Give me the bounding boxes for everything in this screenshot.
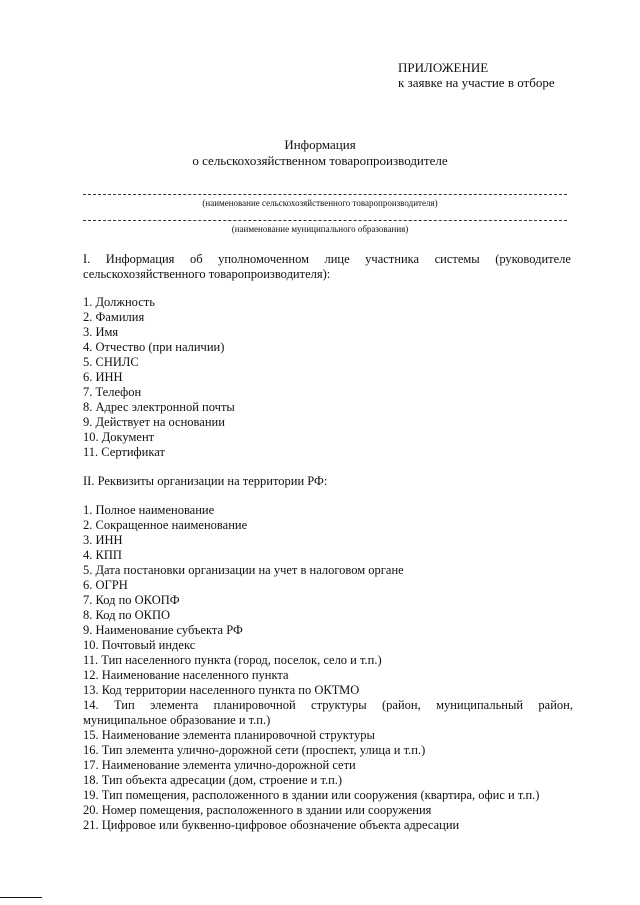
list-item: 5. СНИЛС (83, 355, 139, 369)
list-item: 16. Тип элемента улично-дорожной сети (проспект, улица и т.п.) (83, 743, 426, 757)
producer-name-line (83, 194, 567, 195)
list-item: 2. Фамилия (83, 310, 145, 324)
list-item: 3. ИНН (83, 533, 123, 547)
document-title-block (0, 137, 640, 169)
section-1-heading (83, 252, 571, 282)
heading-word: Информация (105, 252, 175, 266)
list-item: 17. Наименование элемента улично-дорожной сети (83, 758, 356, 772)
producer-name-caption: (наименование сельскохозяйственного товаропроизводителя) (202, 198, 438, 208)
list-item: 9. Действует на основании (83, 415, 225, 429)
list-item: 20. Номер помещения, расположенного в здании или сооружения (83, 803, 432, 817)
item-word: Тип (113, 698, 135, 712)
section-1-heading-line1 (83, 252, 571, 267)
list-item: 6. ИНН (83, 370, 123, 384)
section-1-list (83, 295, 573, 460)
section-2-heading: II. Реквизиты организации на территории РФ: (83, 474, 328, 488)
item-word: (район, (382, 698, 421, 712)
list-item: 11. Сертификат (83, 445, 165, 459)
municipality-name-line (83, 220, 567, 221)
item-word: 14. (83, 698, 99, 712)
item-word: элемента (150, 698, 199, 712)
list-item: 11. Тип населенного пункта (город, поселок, село и т.п.) (83, 653, 382, 667)
item-word: планировочной (213, 698, 296, 712)
list-item: 7. Телефон (83, 385, 142, 399)
list-item: 13. Код территории населенного пункта по ОКТМО (83, 683, 360, 697)
item-word: структуры (311, 698, 367, 712)
list-item: 1. Полное наименование (83, 503, 215, 517)
list-item: 18. Тип объекта адресации (дом, строение и т.п.) (83, 773, 343, 787)
heading-word: I. (83, 252, 91, 266)
list-item-14-line2: муниципальное образование и т.п.) (83, 713, 271, 727)
list-item: 10. Почтовый индекс (83, 638, 196, 652)
item-word: район, (538, 698, 573, 712)
list-item: 2. Сокращенное наименование (83, 518, 248, 532)
list-item: 7. Код по ОКОПФ (83, 593, 180, 607)
section-1-heading-line2: сельскохозяйственного товаропроизводителя): (83, 267, 331, 281)
list-item: 8. Адрес электронной почты (83, 400, 235, 414)
heading-word: (руководителе (495, 252, 571, 266)
list-item: 6. ОГРН (83, 578, 128, 592)
list-item: 12. Наименование населенного пункта (83, 668, 289, 682)
document-title: Информация (284, 137, 356, 152)
page-edge-mark (0, 897, 42, 898)
list-item: 1. Должность (83, 295, 155, 309)
appendix-header (398, 60, 555, 90)
list-item: 4. Отчество (при наличии) (83, 340, 225, 354)
list-item: 9. Наименование субъекта РФ (83, 623, 243, 637)
section-2-list (83, 503, 573, 833)
heading-word: уполномоченном (218, 252, 309, 266)
item-word: муниципальный (436, 698, 524, 712)
appendix-subtitle: к заявке на участие в отборе (398, 75, 555, 90)
list-item: 19. Тип помещения, расположенного в здании или сооружения (квартира, офис и т.п.) (83, 788, 540, 802)
heading-word: лице (324, 252, 350, 266)
list-item: 4. КПП (83, 548, 122, 562)
heading-word: участника (365, 252, 420, 266)
list-item: 10. Документ (83, 430, 155, 444)
list-item: 15. Наименование элемента планировочной структуры (83, 728, 375, 742)
list-item-14 (83, 698, 573, 728)
list-item-14-line1 (83, 698, 573, 713)
list-item: 3. Имя (83, 325, 119, 339)
heading-word: об (189, 252, 203, 266)
list-item: 5. Дата постановки организации на учет в налоговом органе (83, 563, 404, 577)
list-item: 21. Цифровое или буквенно-цифровое обозначение объекта адресации (83, 818, 460, 832)
municipality-name-caption: (наименование муниципального образования) (231, 224, 409, 234)
appendix-title: ПРИЛОЖЕНИЕ (398, 60, 489, 75)
list-item: 8. Код по ОКПО (83, 608, 171, 622)
heading-word: системы (434, 252, 480, 266)
document-subtitle: о сельскохозяйственном товаропроизводителе (192, 153, 448, 168)
